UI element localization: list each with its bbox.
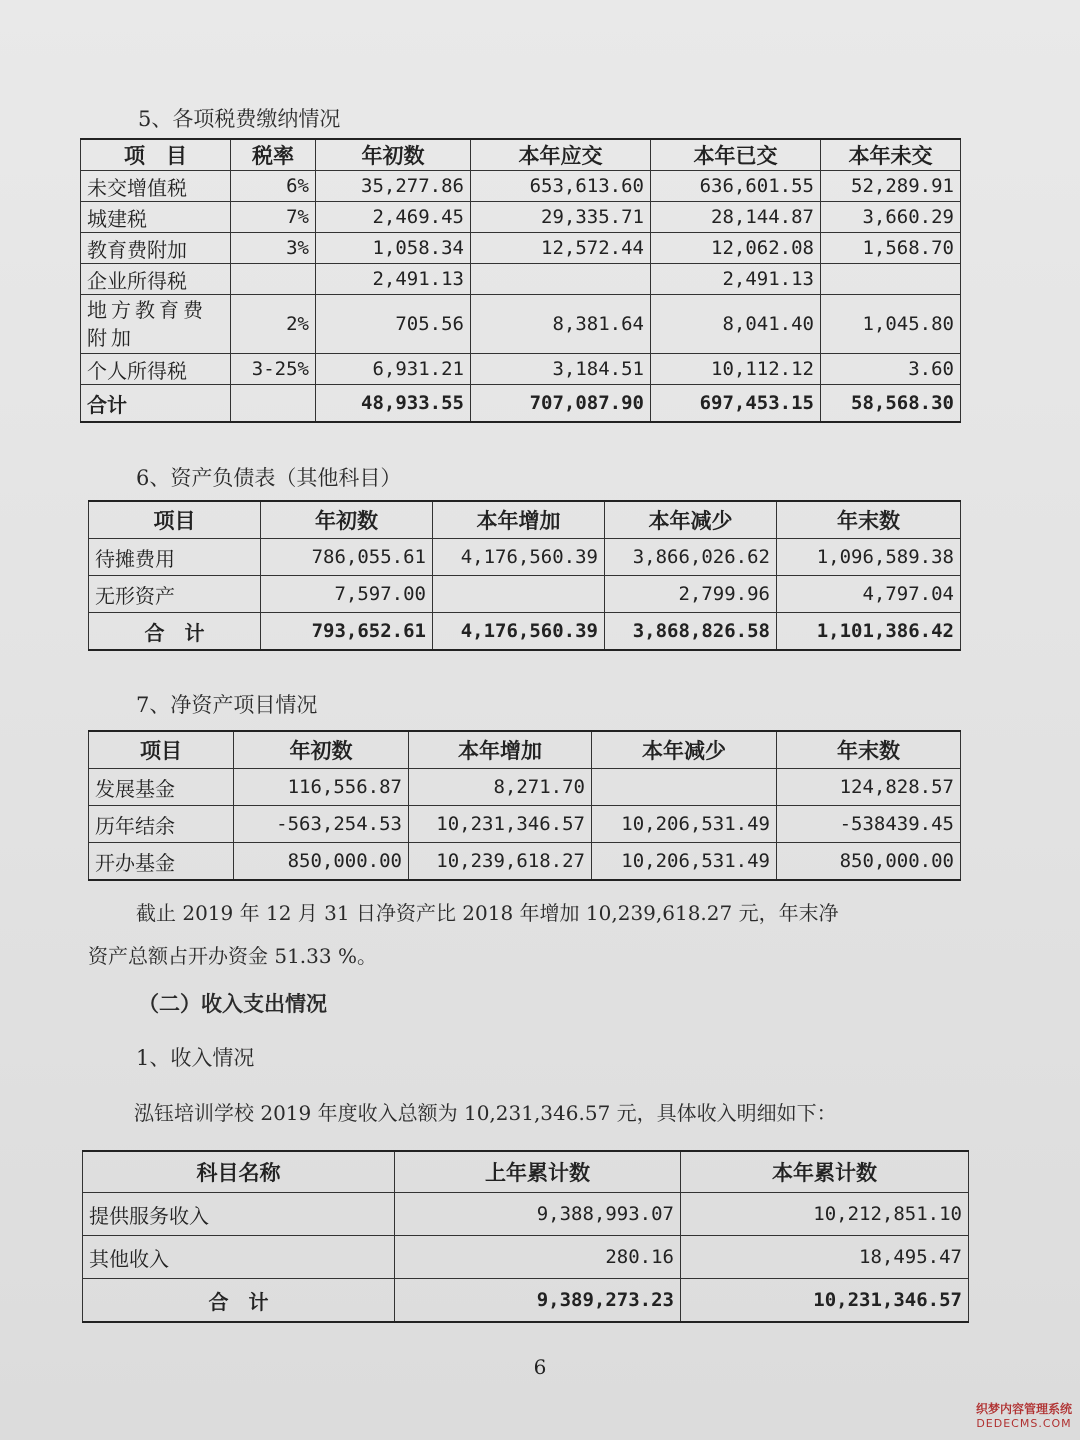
asset-header-decrease: 本年减少 bbox=[605, 501, 777, 539]
asset-header-opening: 年初数 bbox=[261, 501, 433, 539]
asset-header-closing: 年末数 bbox=[777, 501, 961, 539]
net-decrease: 10,206,531.49 bbox=[592, 843, 777, 881]
net-header-opening: 年初数 bbox=[234, 731, 409, 769]
section7-heading: 7、净资产项目情况 bbox=[136, 693, 318, 717]
table-row bbox=[81, 354, 961, 385]
table-row bbox=[81, 171, 961, 202]
net-item: 发展基金 bbox=[89, 769, 234, 806]
tax-rate: 2% bbox=[231, 295, 316, 354]
table-row bbox=[81, 202, 961, 233]
income-table-header bbox=[83, 1151, 969, 1193]
tax-unpaid: 1,568.70 bbox=[821, 233, 961, 264]
income-total-label: 合 计 bbox=[83, 1279, 395, 1323]
watermark-line2: DEDECMS.COM bbox=[976, 1417, 1072, 1430]
tax-table bbox=[80, 138, 961, 423]
asset-total-label: 合 计 bbox=[89, 613, 261, 651]
tax-payable: 12,572.44 bbox=[471, 233, 651, 264]
net-opening: 850,000.00 bbox=[234, 843, 409, 881]
tax-opening: 2,469.45 bbox=[316, 202, 471, 233]
tax-paid: 12,062.08 bbox=[651, 233, 821, 264]
tax-item: 企业所得税 bbox=[81, 264, 231, 295]
tax-item: 个人所得税 bbox=[81, 354, 231, 385]
net-increase: 8,271.70 bbox=[409, 769, 592, 806]
asset-opening: 786,055.61 bbox=[261, 539, 433, 576]
tax-payable: 8,381.64 bbox=[471, 295, 651, 354]
section6-heading: 6、资产负债表（其他科目） bbox=[136, 466, 402, 490]
tax-rate bbox=[231, 264, 316, 295]
tax-rate: 7% bbox=[231, 202, 316, 233]
tax-unpaid bbox=[821, 264, 961, 295]
asset-total-decrease: 3,868,826.58 bbox=[605, 613, 777, 651]
table-row bbox=[89, 576, 961, 613]
asset-table-header bbox=[89, 501, 961, 539]
net-asset-paragraph-line2: 资产总额占开办资金 51.33 %。 bbox=[88, 944, 377, 968]
tax-payable: 653,613.60 bbox=[471, 171, 651, 202]
tax-payable: 29,335.71 bbox=[471, 202, 651, 233]
net-closing: 124,828.57 bbox=[777, 769, 961, 806]
table-total-row bbox=[89, 613, 961, 651]
tax-header-item: 项 目 bbox=[81, 139, 231, 171]
net-asset-table-header bbox=[89, 731, 961, 769]
income-header-subject: 科目名称 bbox=[83, 1151, 395, 1193]
net-asset-paragraph-line1: 截止 2019 年 12 月 31 日净资产比 2018 年增加 10,239,618.27 元，年末净 bbox=[136, 901, 839, 925]
tax-paid: 10,112.12 bbox=[651, 354, 821, 385]
tax-opening: 2,491.13 bbox=[316, 264, 471, 295]
tax-header-payable: 本年应交 bbox=[471, 139, 651, 171]
net-asset-table bbox=[88, 730, 961, 881]
tax-total-opening: 48,933.55 bbox=[316, 385, 471, 423]
tax-total-payable: 707,087.90 bbox=[471, 385, 651, 423]
asset-header-increase: 本年增加 bbox=[433, 501, 605, 539]
table-row bbox=[89, 769, 961, 806]
income-subject: 其他收入 bbox=[83, 1236, 395, 1279]
net-header-item: 项目 bbox=[89, 731, 234, 769]
page-number: 6 bbox=[533, 1355, 547, 1379]
net-header-decrease: 本年减少 bbox=[592, 731, 777, 769]
income-heading: 1、收入情况 bbox=[136, 1046, 255, 1070]
asset-item: 待摊费用 bbox=[89, 539, 261, 576]
section5-heading: 5、各项税费缴纳情况 bbox=[138, 107, 341, 131]
tax-unpaid: 3.60 bbox=[821, 354, 961, 385]
net-increase: 10,239,618.27 bbox=[409, 843, 592, 881]
asset-liability-table bbox=[88, 500, 961, 651]
tax-item: 地方教育费附加 bbox=[81, 295, 231, 354]
net-header-increase: 本年增加 bbox=[409, 731, 592, 769]
income-expense-heading: （二）收入支出情况 bbox=[138, 991, 327, 1016]
asset-increase bbox=[433, 576, 605, 613]
tax-paid: 28,144.87 bbox=[651, 202, 821, 233]
income-prev-year: 280.16 bbox=[395, 1236, 681, 1279]
table-row bbox=[89, 843, 961, 881]
tax-total-rate bbox=[231, 385, 316, 423]
income-total-prev-year: 9,389,273.23 bbox=[395, 1279, 681, 1323]
income-paragraph: 泓钰培训学校 2019 年度收入总额为 10,231,346.57 元，具体收入明细如下： bbox=[134, 1101, 837, 1125]
tax-paid: 8,041.40 bbox=[651, 295, 821, 354]
table-row bbox=[81, 233, 961, 264]
tax-table-header bbox=[81, 139, 961, 171]
income-subject: 提供服务收入 bbox=[83, 1193, 395, 1236]
tax-paid: 636,601.55 bbox=[651, 171, 821, 202]
table-row bbox=[83, 1193, 969, 1236]
tax-paid: 2,491.13 bbox=[651, 264, 821, 295]
tax-item: 教育费附加 bbox=[81, 233, 231, 264]
tax-payable bbox=[471, 264, 651, 295]
tax-total-label: 合计 bbox=[81, 385, 231, 423]
table-row bbox=[81, 295, 961, 354]
tax-total-paid: 697,453.15 bbox=[651, 385, 821, 423]
asset-total-increase: 4,176,560.39 bbox=[433, 613, 605, 651]
tax-unpaid: 1,045.80 bbox=[821, 295, 961, 354]
asset-decrease: 3,866,026.62 bbox=[605, 539, 777, 576]
net-decrease bbox=[592, 769, 777, 806]
tax-opening: 1,058.34 bbox=[316, 233, 471, 264]
income-header-this-year: 本年累计数 bbox=[681, 1151, 969, 1193]
asset-header-item: 项目 bbox=[89, 501, 261, 539]
net-increase: 10,231,346.57 bbox=[409, 806, 592, 843]
tax-item: 未交增值税 bbox=[81, 171, 231, 202]
table-row bbox=[89, 539, 961, 576]
asset-closing: 1,096,589.38 bbox=[777, 539, 961, 576]
asset-opening: 7,597.00 bbox=[261, 576, 433, 613]
watermark bbox=[976, 1400, 1072, 1430]
tax-header-unpaid: 本年未交 bbox=[821, 139, 961, 171]
tax-header-opening: 年初数 bbox=[316, 139, 471, 171]
tax-opening: 35,277.86 bbox=[316, 171, 471, 202]
net-opening: 116,556.87 bbox=[234, 769, 409, 806]
tax-payable: 3,184.51 bbox=[471, 354, 651, 385]
tax-opening: 705.56 bbox=[316, 295, 471, 354]
watermark-line1: 织梦内容管理系统 bbox=[975, 1402, 1072, 1416]
table-total-row bbox=[81, 385, 961, 423]
net-opening: -563,254.53 bbox=[234, 806, 409, 843]
income-header-prev-year: 上年累计数 bbox=[395, 1151, 681, 1193]
tax-item: 城建税 bbox=[81, 202, 231, 233]
asset-closing: 4,797.04 bbox=[777, 576, 961, 613]
net-item: 历年结余 bbox=[89, 806, 234, 843]
asset-increase: 4,176,560.39 bbox=[433, 539, 605, 576]
tax-header-rate: 税率 bbox=[231, 139, 316, 171]
income-this-year: 10,212,851.10 bbox=[681, 1193, 969, 1236]
tax-rate: 3% bbox=[231, 233, 316, 264]
tax-rate: 3-25% bbox=[231, 354, 316, 385]
asset-decrease: 2,799.96 bbox=[605, 576, 777, 613]
asset-item: 无形资产 bbox=[89, 576, 261, 613]
tax-opening: 6,931.21 bbox=[316, 354, 471, 385]
net-decrease: 10,206,531.49 bbox=[592, 806, 777, 843]
table-total-row bbox=[83, 1279, 969, 1323]
tax-unpaid: 52,289.91 bbox=[821, 171, 961, 202]
tax-rate: 6% bbox=[231, 171, 316, 202]
net-closing: 850,000.00 bbox=[777, 843, 961, 881]
table-row bbox=[89, 806, 961, 843]
asset-total-opening: 793,652.61 bbox=[261, 613, 433, 651]
table-row bbox=[81, 264, 961, 295]
tax-header-paid: 本年已交 bbox=[651, 139, 821, 171]
income-table bbox=[82, 1150, 969, 1323]
asset-total-closing: 1,101,386.42 bbox=[777, 613, 961, 651]
income-total-this-year: 10,231,346.57 bbox=[681, 1279, 969, 1323]
net-header-closing: 年末数 bbox=[777, 731, 961, 769]
net-closing: -538439.45 bbox=[777, 806, 961, 843]
table-row bbox=[83, 1236, 969, 1279]
tax-unpaid: 3,660.29 bbox=[821, 202, 961, 233]
net-item: 开办基金 bbox=[89, 843, 234, 881]
income-this-year: 18,495.47 bbox=[681, 1236, 969, 1279]
tax-total-unpaid: 58,568.30 bbox=[821, 385, 961, 423]
income-prev-year: 9,388,993.07 bbox=[395, 1193, 681, 1236]
